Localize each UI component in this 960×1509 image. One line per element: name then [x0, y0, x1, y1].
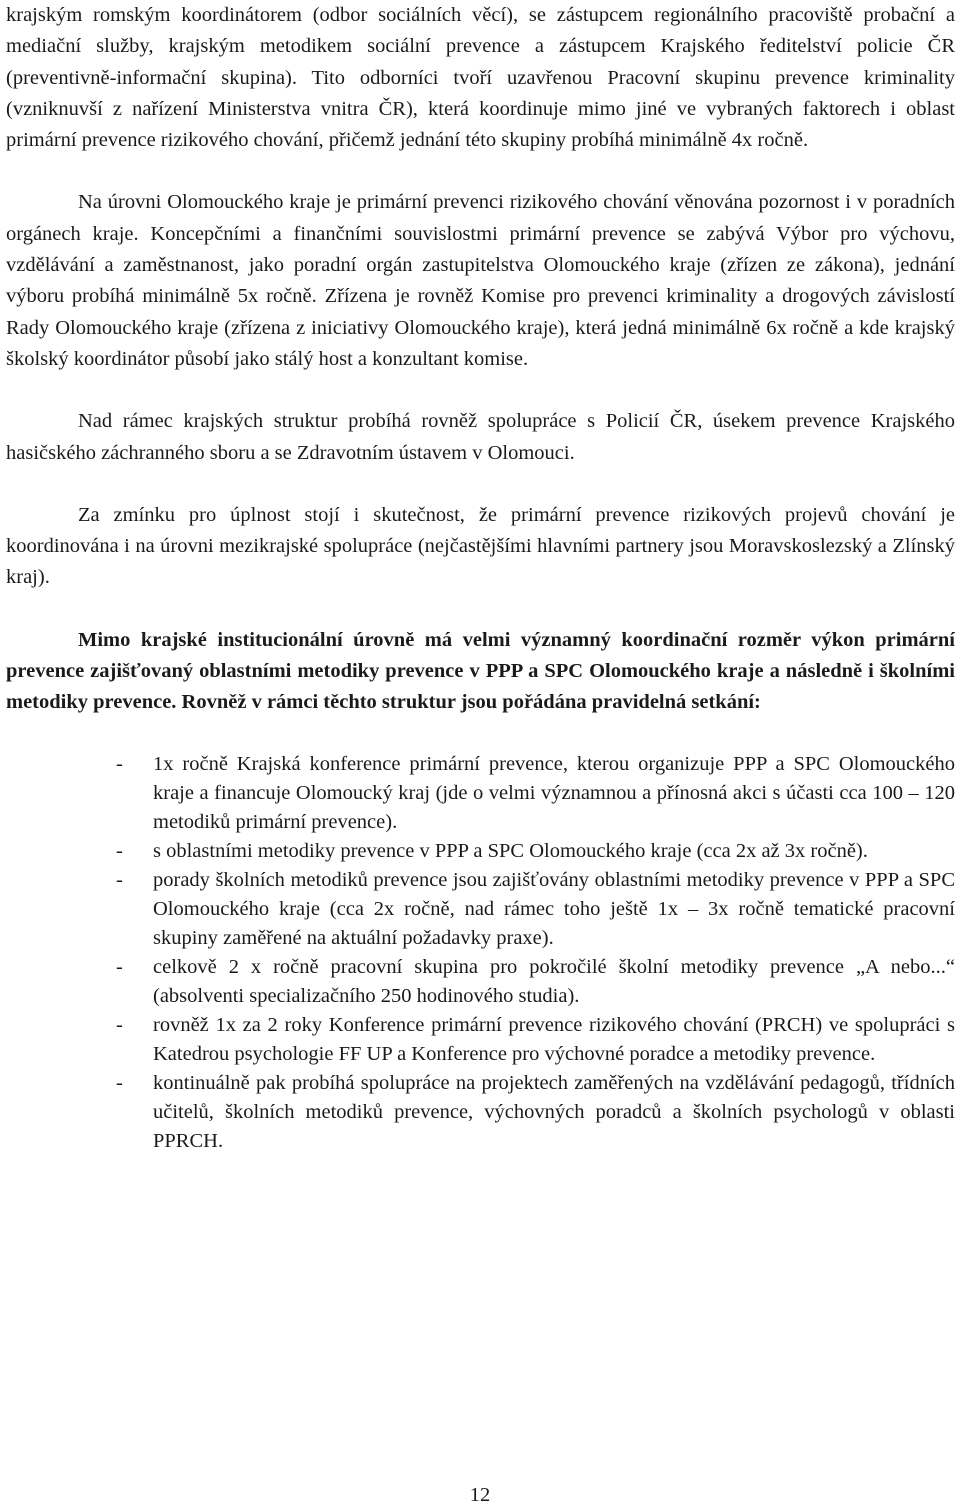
list-item: [6, 1011, 955, 1069]
list-dash: -: [116, 1013, 123, 1036]
paragraph-3: Nad rámec krajských struktur probíhá rovněž spolupráce s Policií ČR, úsekem prevence Krajského hasičského záchranného sboru a se Zdravotním ústavem v Olomouci.: [6, 410, 955, 464]
list-dash: -: [116, 752, 123, 775]
bold-paragraph: Mimo krajské institucionální úrovně má velmi významný koordinační rozměr výkon primární prevence zajišťovaný oblastními metodiky prevence v PPP a SPC Olomouckého kraje a následně i školními metodiky prevence. Rovněž v rámci těchto struktur jsou pořádána pravidelná setkání:: [6, 628, 955, 714]
list-item: [6, 953, 955, 1011]
list-item-text: kontinuálně pak probíhá spolupráce na projektech zaměřených na vzdělávání pedagogů, třídních učitelů, školních metodiků prevence, výchovných poradců a školních psychologů v oblasti PPRCH.: [153, 1071, 955, 1152]
paragraph-1: krajským romským koordinátorem (odbor sociálních věcí), se zástupcem regionálního pracoviště probační a mediační služby, krajským metodikem sociální prevence a zástupcem Krajského ředitelství policie ČR (preventivně-informační skupina). Tito odborníci tvoří uzavřenou Pracovní skupinu prevence kriminality (vzniknuvší z nařízení Ministerstva vnitra ČR), která koordinuje mimo jiné ve vybraných faktorech i oblast primární prevence rizikového chování, přičemž jednání této skupiny probíhá minimálně 4x ročně.: [6, 4, 955, 152]
list-item: [6, 866, 955, 953]
paragraph-2: Na úrovni Olomouckého kraje je primární prevenci rizikového chování věnována pozornost i v poradních orgánech kraje. Koncepčními a finančními souvislostmi primární prevence se zabývá Výbor pro výchovu, vzdělávání a zaměstnanost, jako poradní orgán zastupitelstva Olomouckého kraje (zřízen ze zákona), jednání výboru probíhá minimálně 5x ročně. Zřízena je rovněž Komise pro prevenci kriminality a drogových závislostí Rady Olomouckého kraje (zřízena z iniciativy Olomouckého kraje), která jedná minimálně 6x ročně a kde krajský školský koordinátor působí jako stálý host a konzultant komise.: [6, 191, 955, 370]
list-dash: -: [116, 955, 123, 978]
list-item: [6, 750, 955, 837]
document-page: [6, 0, 955, 1156]
list-dash: -: [116, 1071, 123, 1094]
list-item-text: 1x ročně Krajská konference primární prevence, kterou organizuje PPP a SPC Olomouckého kraje a financuje Olomoucký kraj (jde o velmi významnou a přínosná akci s účasti cca 100 – 120 metodiků primární prevence).: [153, 752, 955, 833]
list-dash: -: [116, 839, 123, 862]
list-item-text: celkově 2 x ročně pracovní skupina pro pokročilé školní metodiky prevence „A nebo...“ (absolventi specializačního 250 hodinového studia).: [153, 955, 955, 1007]
list-item: [6, 837, 955, 866]
paragraph-4: Za zmínku pro úplnost stojí i skutečnost, že primární prevence rizikových projevů chování je koordinována i na úrovni mezikrajské spolupráce (nejčastějšími hlavními partnery jsou Moravskoslezský a Zlínský kraj).: [6, 503, 955, 589]
meetings-list: [6, 750, 955, 1156]
page-number: 12: [469, 1484, 491, 1506]
list-item-text: s oblastními metodiky prevence v PPP a SPC Olomouckého kraje (cca 2x až 3x ročně).: [153, 839, 868, 862]
list-dash: -: [116, 868, 123, 891]
list-item-text: rovněž 1x za 2 roky Konference primární prevence rizikového chování (PRCH) ve spolupráci s Katedrou psychologie FF UP a Konference pro výchovné poradce a metodiky prevence.: [153, 1013, 955, 1065]
list-item: [6, 1069, 955, 1156]
list-item-text: porady školních metodiků prevence jsou zajišťovány oblastními metodiky prevence v PPP a SPC Olomouckého kraje (cca 2x ročně, nad rámec toho ještě 1x – 3x ročně tematické pracovní skupiny zaměřené na aktuální požadavky praxe).: [153, 868, 955, 949]
